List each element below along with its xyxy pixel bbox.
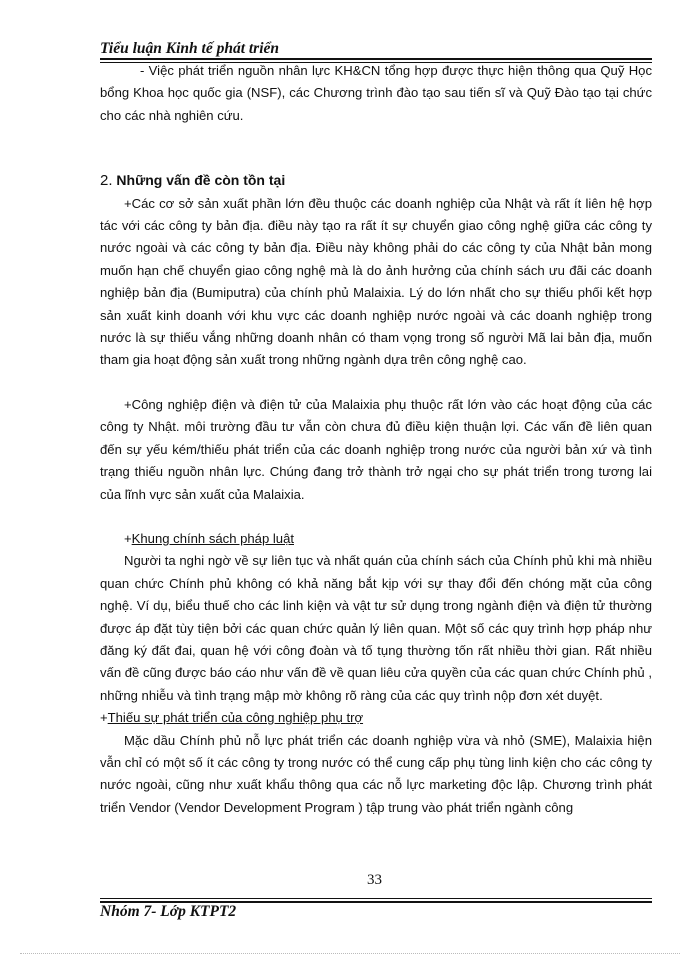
page-bottom-edge <box>20 953 680 954</box>
subheading-supporting-industry <box>100 707 652 729</box>
footer-rule-thin <box>100 898 652 899</box>
footer-group-label: Nhóm 7- Lớp KTPT2 <box>100 903 237 920</box>
subheading-prefix: + <box>100 710 108 726</box>
subheading-title: Khung chính sách pháp luật <box>131 530 294 546</box>
paragraph-supporting-industry: Mặc dầu Chính phủ nỗ lực phát triển các doanh nghiệp vừa và nhỏ (SME), Malaixia hiện vẫn chỉ có một số ít các công ty trong nước có thể cung cấp phụ tùng linh kiện cho các công ty nước ngoài, cũng như xuất khẩu thông qua các nỗ lực marketing độc lập. Chương trình phát triển Vendor (Vendor Development Program ) tập trung vào phát triển ngành công <box>100 732 652 815</box>
subheading-title: Thiếu sự phát triển của công nghiệp phụ trợ <box>107 710 364 726</box>
paragraph-production-bases: +Các cơ sở sản xuất phần lớn đều thuộc các doanh nghiệp của Nhật và rất ít liên hệ hợp tác với các công ty bản địa. điều này tạo ra rất ít sự chuyển giao công nghệ giữa các công ty nước ngoài và các công ty bản địa. Điều này không phải do các công ty của Nhật bản mong muốn hạn chế chuyển giao công nghệ mà là do ảnh hưởng của chính sách ưu đãi các doanh nghiệp bản địa (Bumiputra) của chính phủ Malaixia. Lý do lớn nhất cho sự thiếu phối kết hợp sản xuất kinh doanh với khu vực các doanh nghiệp nước ngoài và các doanh nghiệp trong nước là sự thiếu vắng những doanh nhân có tham vọng trong số người Mã lai bản địa, muốn tham gia hoạt động sản xuất trong những ngành dựa trên công nghệ cao. <box>100 195 652 368</box>
paragraph-legal-framework: Người ta nghi ngờ về sự liên tục và nhất quán của chính sách của Chính phủ khi mà nhiều quan chức Chính phủ không có khả năng bắt kịp với sự thay đổi đến chóng mặt của công nghệ. Ví dụ, biểu thuế cho các linh kiện và vật tư sử dụng trong ngành điện và điện tử thường được áp đặt tùy tiện bởi các quan chức quản lý liên quan. Một số các quy trình hợp pháp như đăng ký đất đai, quan hệ với công đoàn và tố tụng thường tốn rất nhiều thời gian. Rất nhiều vấn đề cũng được báo cáo như vấn đề về quan liêu cửa quyền của các quan chức Chính phủ , những nhiễu và tình trạng mập mờ không rõ ràng của các quy trình nộp đơn xét duyệt. <box>100 553 652 703</box>
section-title: Những vấn đề còn tồn tại <box>116 172 286 189</box>
paragraph-electronics-industry: +Công nghiệp điện và điện tử của Malaixia phụ thuộc rất lớn vào các hoạt động của các công ty Nhật. môi trường đầu tư vẫn còn chưa đủ điều kiện thuận lợi. Các vấn đề liên quan đến sự yếu kém/thiếu phát triển của các doanh nghiệp trong nước của người bản xứ và tình trạng thiếu nguồn nhân lực. Chúng đang trở thành trở ngại cho sự phát triển trong tương lai của lĩnh vực sản xuất của Malaixia. <box>100 396 652 502</box>
page-number: 33 <box>367 872 382 888</box>
section-heading <box>100 169 652 192</box>
paragraph-hrd: - Việc phát triển nguồn nhân lực KH&CN tổng hợp được thực hiện thông qua Quỹ Học bổng Khoa học quốc gia (NSF), các Chương trình đào tạo sau tiến sĩ và Quỹ Đào tạo tại chức cho các nhà nghiên cứu. <box>100 63 652 123</box>
subheading-legal-framework <box>100 528 652 550</box>
subheading-prefix: + <box>124 530 132 546</box>
running-header-title: Tiểu luận Kinh tế phát triển <box>100 40 280 57</box>
document-body <box>100 60 652 819</box>
section-number: 2. <box>100 172 113 190</box>
